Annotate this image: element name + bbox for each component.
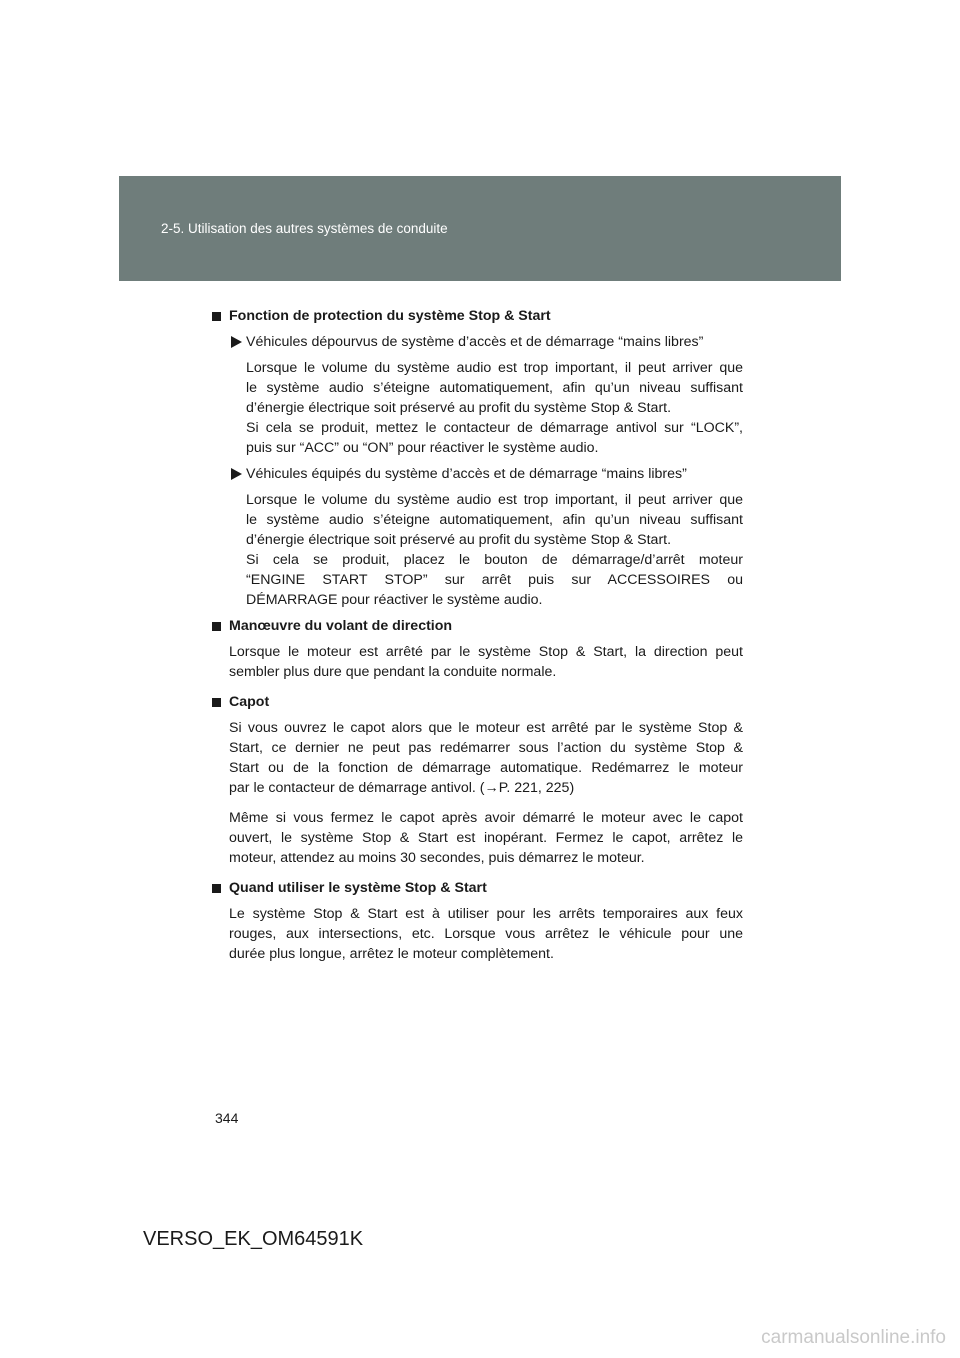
paragraph <box>212 808 743 868</box>
text-line: Même si vous fermez le capot après avoir démarré le moteur avec le capot <box>229 810 743 826</box>
square-bullet-icon <box>212 884 221 893</box>
triangle-bullet-icon <box>231 468 242 480</box>
square-bullet-icon <box>212 622 221 631</box>
page-content <box>212 306 743 970</box>
text-line: moteur, attendez au moins 30 secondes, puis démarrez le moteur. <box>229 850 645 866</box>
watermark: carmanualsonline.info <box>761 1327 946 1348</box>
text-line: Lorsque le moteur est arrêté par le système Stop & Start, la direction peut <box>229 644 743 660</box>
text-line: ouvert, le système Stop & Start est inopérant. Fermez le capot, arrêtez le <box>229 830 743 846</box>
chapter-title: 2-5. Utilisation des autres systèmes de conduite <box>161 221 448 236</box>
paragraph <box>212 642 743 682</box>
text-line: rouges, aux intersections, etc. Lorsque vous arrêtez le véhicule pour une <box>229 926 743 942</box>
text-line: le système audio s’éteigne automatiquement, afin qu’un niveau suffisant <box>246 380 743 396</box>
subsection-heading: Véhicules dépourvus de système d’accès et de démarrage “mains libres” <box>212 332 743 352</box>
section-heading: Manœuvre du volant de direction <box>212 616 743 636</box>
subsection-heading: Véhicules équipés du système d’accès et de démarrage “mains libres” <box>212 464 743 484</box>
text-line: Start, ce dernier ne peut pas redémarrer sous l’action du système Stop & <box>229 740 743 756</box>
paragraph <box>212 358 743 458</box>
text-line: d’énergie électrique soit préservé au profit du système Stop & Start. <box>246 400 672 416</box>
text-line: Le système Stop & Start est à utiliser pour les arrêts temporaires aux feux <box>229 906 743 922</box>
text-line: Si cela se produit, placez le bouton de démarrage/d’arrêt moteur <box>246 552 743 568</box>
section-heading: Fonction de protection du système Stop & Start <box>212 306 743 326</box>
text-line: Si vous ouvrez le capot alors que le moteur est arrêté par le système Stop & <box>229 720 743 736</box>
section-heading: Capot <box>212 692 743 712</box>
text-line: durée plus longue, arrêtez le moteur complètement. <box>229 946 554 962</box>
square-bullet-icon <box>212 312 221 321</box>
text-line: d’énergie électrique soit préservé au profit du système Stop & Start. <box>246 532 672 548</box>
paragraph <box>212 718 743 798</box>
text-line: Si cela se produit, mettez le contacteur de démarrage antivol sur “LOCK”, <box>246 420 743 436</box>
chapter-header-bar <box>119 176 841 281</box>
document-code: VERSO_EK_OM64591K <box>143 1228 364 1250</box>
text-line: sembler plus dure que pendant la conduite normale. <box>229 664 557 680</box>
triangle-bullet-icon <box>231 336 242 348</box>
paragraph <box>212 490 743 610</box>
section-heading: Quand utiliser le système Stop & Start <box>212 878 743 898</box>
text-line: Lorsque le volume du système audio est trop important, il peut arriver que <box>246 360 743 376</box>
text-line: puis sur “ACC” ou “ON” pour réactiver le système audio. <box>246 440 599 456</box>
text-line: le système audio s’éteigne automatiquement, afin qu’un niveau suffisant <box>246 512 743 528</box>
square-bullet-icon <box>212 698 221 707</box>
text-line: “ENGINE START STOP” sur arrêt puis sur ACCESSOIRES ou <box>246 572 743 588</box>
text-line: par le contacteur de démarrage antivol. (→P. 221, 225) <box>229 780 575 796</box>
text-line: Start ou de la fonction de démarrage automatique. Redémarrez le moteur <box>229 760 743 776</box>
text-line: Lorsque le volume du système audio est trop important, il peut arriver que <box>246 492 743 508</box>
page-number: 344 <box>215 1110 239 1126</box>
text-line: DÉMARRAGE pour réactiver le système audio. <box>246 592 543 608</box>
paragraph <box>212 904 743 964</box>
